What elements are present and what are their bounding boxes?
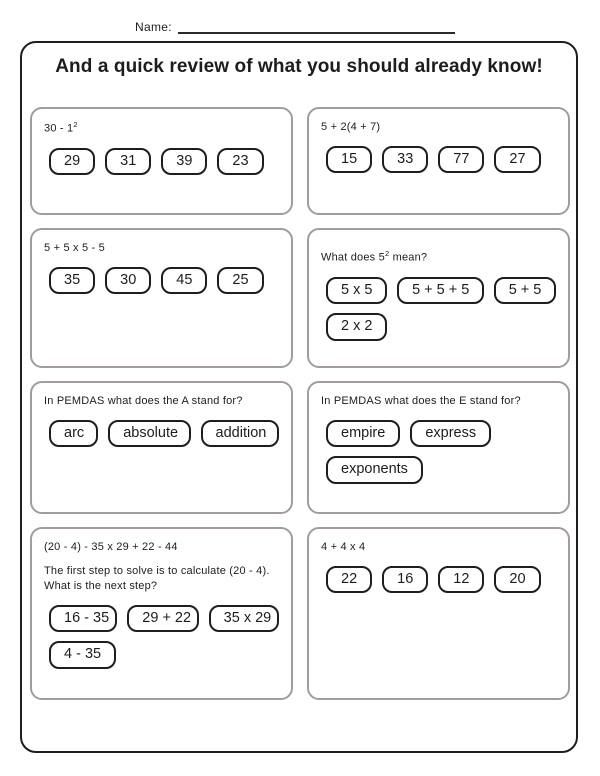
answer-option-row [49,641,279,669]
answer-options [321,420,556,484]
answer-option[interactable]: exponents [326,456,423,484]
answer-option[interactable]: 5 x 5 [326,277,387,305]
answer-option[interactable]: 30 [105,267,151,295]
answer-options [44,420,279,448]
answer-option[interactable]: 16 - 35 [49,605,117,633]
answer-option-row [326,146,556,174]
answer-option-row [326,277,556,305]
answer-option[interactable]: 35 [49,267,95,295]
answer-option[interactable]: 77 [438,146,484,174]
answer-option-row [326,313,556,341]
answer-option[interactable]: 33 [382,146,428,174]
prompt-superscript: 2 [384,249,390,258]
answer-options [321,277,556,341]
prompt-text: 4 + 4 x 4 [321,541,366,553]
question-prompt [44,540,279,555]
question-card-8 [307,527,570,700]
question-prompt [321,249,556,266]
prompt-text: (20 - 4) - 35 x 29 + 22 - 44 [44,541,178,553]
question-prompt [44,120,279,137]
question-card-5 [30,381,293,514]
answer-option-row [326,456,556,484]
answer-option[interactable]: 5 + 5 [494,277,556,305]
question-prompt [321,540,556,555]
answer-options [44,267,279,295]
answer-option-row [326,566,556,594]
answer-option[interactable]: 25 [217,267,263,295]
question-prompt-secondary: The first step to solve is to calculate (20 - 4). What is the next step? [44,564,270,592]
answer-option[interactable]: 4 - 35 [49,641,116,669]
answer-options [44,605,279,669]
answer-option[interactable]: empire [326,420,400,448]
prompt-superscript: 2 [73,120,78,129]
answer-options [44,148,279,176]
prompt-text: 5 + 5 x 5 - 5 [44,242,105,254]
name-label: Name: [135,20,172,34]
name-blank-line[interactable] [178,21,455,34]
question-card-2 [307,107,570,215]
answer-options [321,566,556,594]
answer-option[interactable]: 27 [494,146,540,174]
question-prompt [44,241,279,256]
question-card-6 [307,381,570,514]
question-card-1 [30,107,293,215]
answer-option[interactable]: absolute [108,420,190,448]
question-card-7 [30,527,293,700]
answer-option-row [49,148,279,176]
answer-option[interactable]: 29 + 22 [127,605,198,633]
answer-option[interactable]: 22 [326,566,372,594]
answer-options [321,146,556,174]
answer-option[interactable]: express [410,420,491,448]
question-grid [30,107,570,700]
answer-option-row [49,267,279,295]
prompt-text: 5 + 2(4 + 7) [321,121,381,133]
question-prompt [321,120,556,135]
answer-option-row [326,420,556,448]
answer-option[interactable]: 5 + 5 + 5 [397,277,484,305]
worksheet-card [20,41,578,753]
answer-option[interactable]: 45 [161,267,207,295]
answer-option[interactable]: 23 [217,148,263,176]
prompt-text: What does 5 [321,251,385,264]
question-prompt [321,394,556,409]
answer-option[interactable]: 12 [438,566,484,594]
answer-option[interactable]: addition [201,420,279,448]
name-row [135,20,455,34]
answer-option[interactable]: 16 [382,566,428,594]
prompt-text: 30 - 1 [44,122,74,135]
prompt-text: In PEMDAS what does the A stand for? [44,395,243,407]
question-prompt [44,394,279,409]
prompt-text: mean? [389,251,428,264]
answer-option[interactable]: 15 [326,146,372,174]
prompt-text: In PEMDAS what does the E stand for? [321,395,521,407]
answer-option[interactable]: 29 [49,148,95,176]
answer-option[interactable]: 39 [161,148,207,176]
answer-option[interactable]: 35 x 29 [209,605,279,633]
page-title: And a quick review of what you should already know! [55,56,543,77]
answer-option[interactable]: 2 x 2 [326,313,387,341]
question-card-3 [30,228,293,368]
question-card-4 [307,228,570,368]
answer-option[interactable]: 31 [105,148,151,176]
answer-option[interactable]: arc [49,420,98,448]
answer-option[interactable]: 20 [494,566,540,594]
answer-option-row [49,420,279,448]
answer-option-row [49,605,279,633]
